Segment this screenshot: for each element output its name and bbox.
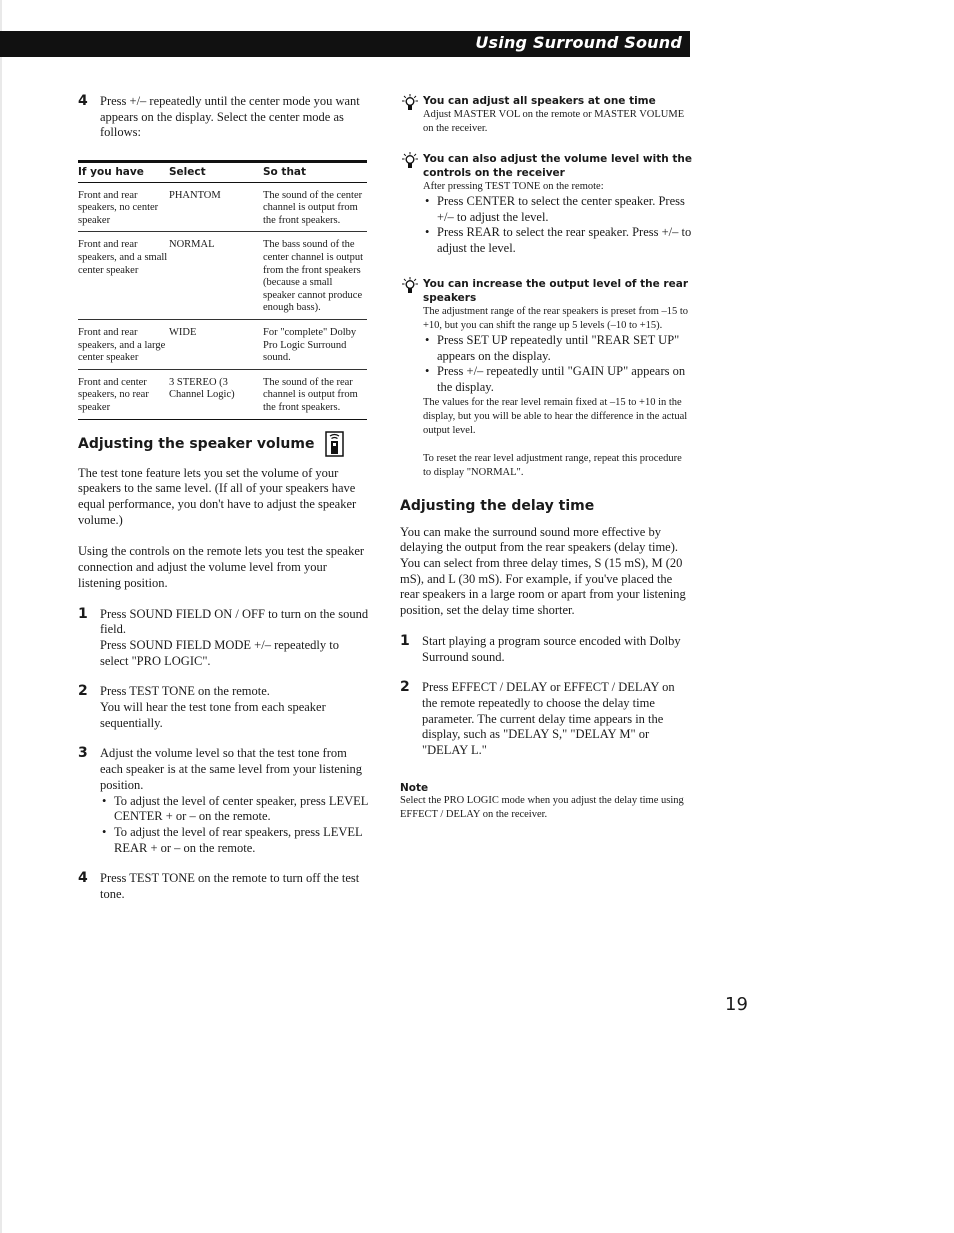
table-header-row bbox=[78, 162, 367, 183]
step-number: 1 bbox=[400, 632, 410, 649]
tip-body: Adjust MASTER VOL on the remote or MASTER VOLUME on the receiver. bbox=[423, 109, 685, 134]
lightbulb-icon bbox=[402, 152, 418, 170]
volume-step-3 bbox=[78, 746, 370, 856]
right-column bbox=[400, 94, 692, 822]
step-text: Press SOUND FIELD ON / OFF to turn on the sound field. bbox=[100, 606, 369, 637]
tip-body: The adjustment range of the rear speakers is preset from –15 to +10, but you can shift the range up 5 levels (–10 to +15). bbox=[423, 305, 689, 331]
lightbulb-icon bbox=[402, 94, 418, 112]
table-row bbox=[78, 369, 367, 419]
step-number: 2 bbox=[78, 683, 88, 700]
column-header: If you have bbox=[78, 162, 169, 183]
list-item: • Press +/– repeatedly until "GAIN UP" appears on the display. bbox=[423, 364, 692, 395]
table-row bbox=[78, 182, 367, 232]
tip-adjust-all-speakers bbox=[400, 94, 692, 136]
section-header-bar bbox=[0, 31, 690, 57]
list-item: • To adjust the level of rear speakers, press LEVEL REAR + or – on the remote. bbox=[100, 825, 370, 856]
step-text: Start playing a program source encoded with Dolby Surround sound. bbox=[422, 633, 681, 664]
table-cell: Front and rear speakers, no center speaker bbox=[78, 182, 169, 232]
delay-step-2 bbox=[400, 680, 692, 759]
step-text: Press +/– repeatedly until the center mode you want appears on the display. Select the center mode as follows: bbox=[100, 94, 360, 140]
volume-intro-paragraph: The test tone feature lets you set the volume of your speakers to the same level. (If all of your speakers have equal performance, you don't have to adjust the speaker volume.) bbox=[78, 465, 357, 527]
delay-time-heading: Adjusting the delay time bbox=[400, 497, 595, 514]
column-header: So that bbox=[263, 162, 367, 183]
page-number: 19 bbox=[725, 994, 748, 1015]
step-number: 4 bbox=[78, 93, 88, 109]
delay-step-1 bbox=[400, 634, 692, 665]
step-text: Press SOUND FIELD MODE +/– repeatedly to select "PRO LOGIC". bbox=[100, 637, 339, 668]
step-number: 2 bbox=[400, 679, 410, 696]
tip-bullet-list bbox=[423, 333, 692, 396]
list-item: • Press CENTER to select the center speaker. Press +/– to adjust the level. bbox=[423, 194, 692, 225]
tip-receiver-controls bbox=[400, 152, 692, 257]
step-text: You will hear the test tone from each speaker sequentially. bbox=[100, 700, 326, 730]
speaker-volume-heading bbox=[78, 431, 370, 457]
section-title: Using Surround Sound bbox=[475, 33, 682, 52]
table-cell: Front and rear speakers, and a small center speaker bbox=[78, 232, 169, 320]
left-column bbox=[78, 94, 370, 903]
tip-title: You can also adjust the volume level with the controls on the receiver bbox=[423, 153, 692, 179]
table-cell: NORMAL bbox=[169, 232, 263, 320]
volume-remote-paragraph: Using the controls on the remote lets you test the speaker connection and adjust the volume level from your listening position. bbox=[78, 544, 365, 590]
table-cell: Front and rear speakers, and a large center speaker bbox=[78, 320, 169, 370]
step-bullet-list bbox=[100, 794, 370, 857]
step-number: 4 bbox=[78, 870, 88, 887]
volume-step-4 bbox=[78, 871, 370, 902]
note-heading: Note bbox=[400, 781, 429, 794]
table-cell: WIDE bbox=[169, 320, 263, 370]
tip-rear-output-level bbox=[400, 277, 692, 480]
center-mode-table bbox=[78, 160, 367, 420]
volume-step-1 bbox=[78, 607, 370, 670]
column-header: Select bbox=[169, 162, 263, 183]
step-text: Press TEST TONE on the remote to turn off the test tone. bbox=[100, 871, 360, 902]
list-item: • Press SET UP repeatedly until "REAR SET UP" appears on the display. bbox=[423, 333, 692, 364]
delay-paragraph: You can make the surround sound more effective by delaying the output from the rear speakers (delay time). You can select from three delay times, S (15 mS), M (20 mS), and L (30 mS). For example, if you've placed the rear speakers in a large room or apart from your listening position, set the delay time shorter. bbox=[400, 524, 686, 618]
table-cell: The sound of the center channel is output from the front speakers. bbox=[263, 182, 367, 232]
tip-bullet-list bbox=[423, 194, 692, 257]
table-cell: The sound of the rear channel is output from the front speakers. bbox=[263, 369, 367, 419]
table-row bbox=[78, 320, 367, 370]
step-number: 1 bbox=[78, 605, 88, 622]
page-edge bbox=[0, 0, 2, 1233]
tip-title: You can increase the output level of the rear speakers bbox=[423, 277, 688, 304]
note-text: Select the PRO LOGIC mode when you adjust the delay time using EFFECT / DELAY on the receiver. bbox=[400, 794, 684, 820]
remote-icon bbox=[325, 431, 344, 457]
list-item: • Press REAR to select the rear speaker. Press +/– to adjust the level. bbox=[423, 225, 692, 256]
tip-body: The values for the rear level remain fixed at –15 to +10 in the display, but you will be able to hear the difference in the actual output level. bbox=[423, 396, 688, 436]
table-cell: 3 STEREO (3 Channel Logic) bbox=[169, 369, 263, 419]
table-cell: PHANTOM bbox=[169, 182, 263, 232]
tip-title: You can adjust all speakers at one time bbox=[423, 95, 656, 107]
tip-body: To reset the rear level adjustment range, repeat this procedure to display "NORMAL". bbox=[423, 452, 682, 478]
volume-step-2 bbox=[78, 684, 370, 731]
lightbulb-icon bbox=[402, 277, 418, 295]
step-number: 3 bbox=[78, 745, 88, 762]
tip-body: After pressing TEST TONE on the remote: bbox=[423, 181, 604, 192]
step-text: Press EFFECT / DELAY or EFFECT / DELAY on the remote repeatedly to choose the delay time parameter. The current delay time appears in the display, such as "DELAY S," "DELAY M" or "DELAY L." bbox=[422, 680, 675, 758]
table-cell: For "complete" Dolby Pro Logic Surround sound. bbox=[263, 320, 367, 370]
table-cell: Front and center speakers, no rear speaker bbox=[78, 369, 169, 419]
table-cell: The bass sound of the center channel is output from the front speakers (because a small speaker cannot produce enough bass). bbox=[263, 232, 367, 320]
intro-step bbox=[78, 94, 370, 141]
step-text: Press TEST TONE on the remote. bbox=[100, 684, 270, 699]
table-row bbox=[78, 232, 367, 320]
step-text: Adjust the volume level so that the test tone from each speaker is at the same level from your listening position. bbox=[100, 746, 363, 792]
list-item: • To adjust the level of center speaker, press LEVEL CENTER + or – on the remote. bbox=[100, 794, 370, 825]
heading-text: Adjusting the speaker volume bbox=[78, 435, 315, 452]
